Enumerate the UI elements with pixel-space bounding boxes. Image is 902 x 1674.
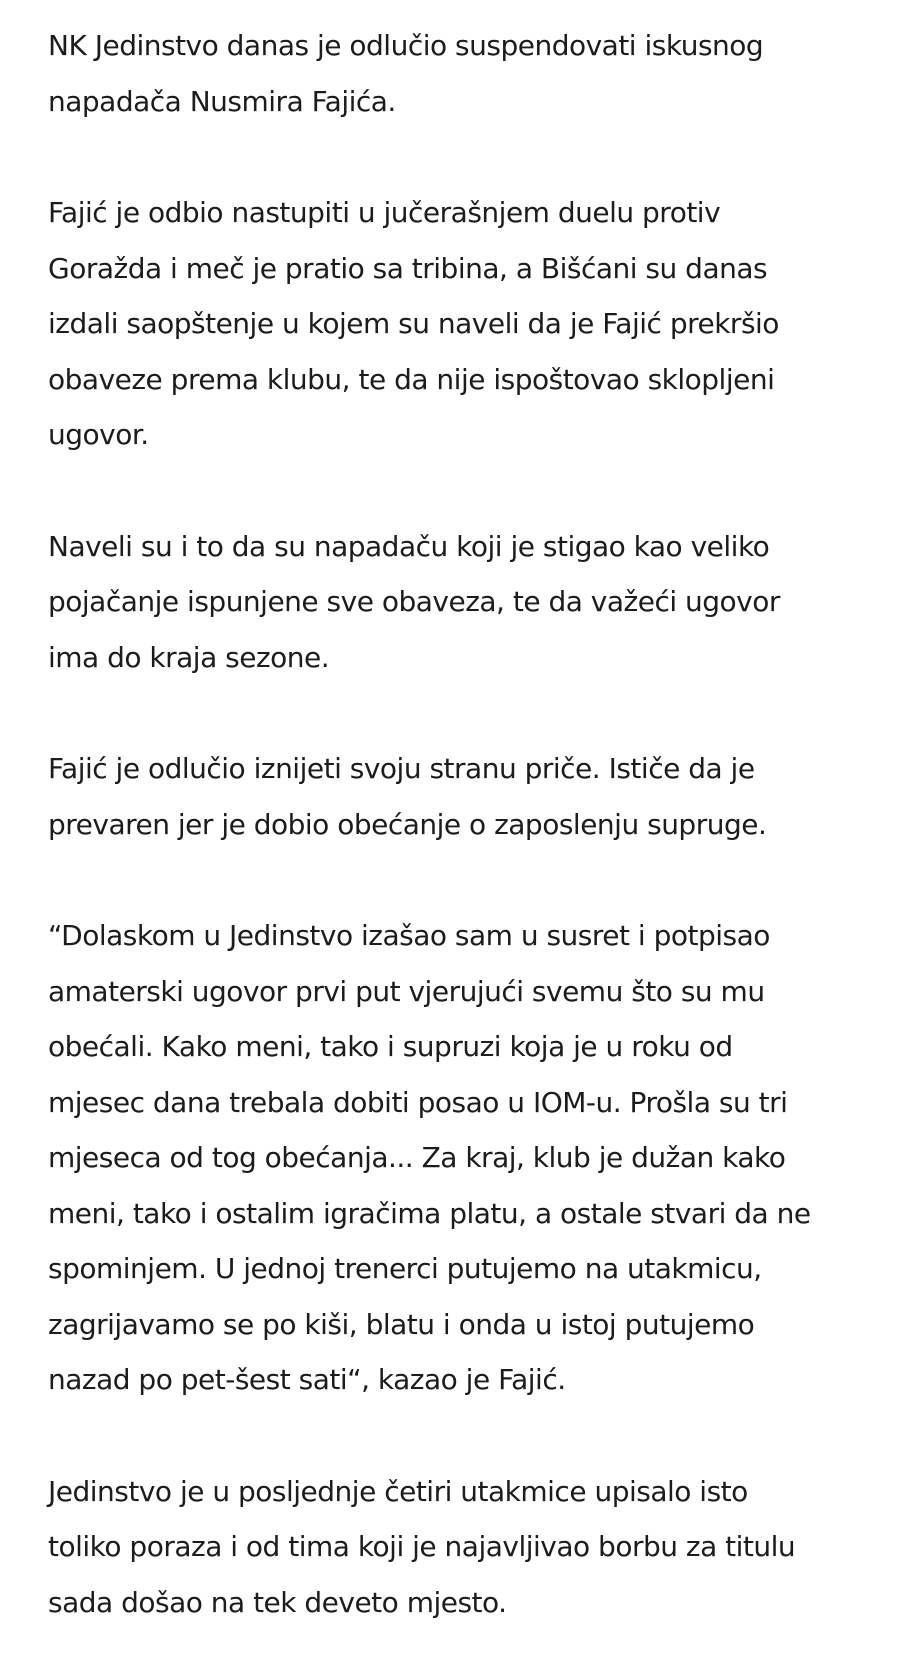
paragraph-line: zagrijavamo se po kiši, blatu i onda u istoj putujemo [48, 1307, 755, 1341]
paragraph-3 [48, 519, 868, 686]
paragraph-line: obećali. Kako meni, tako i supruzi koja je u roku od [48, 1030, 733, 1063]
paragraph-4 [48, 741, 868, 852]
paragraph-line: Naveli su i to da su napadaču koji je stigao kao veliko [48, 529, 770, 563]
paragraph-line: ugovor. [48, 418, 149, 451]
paragraph-line: izdali saopštenje u kojem su naveli da je Fajić prekršio [48, 307, 779, 340]
article-body [48, 18, 868, 1630]
paragraph-line: mjeseca od tog obećanja... Za kraj, klub je dužan kako [48, 1141, 786, 1174]
paragraph-line: Jedinstvo je u posljednje četiri utakmice upisalo isto [48, 1474, 748, 1508]
paragraph-line: meni, tako i ostalim igračima platu, a ostale stvari da ne [48, 1196, 811, 1230]
paragraph-line: mjesec dana trebala dobiti posao u IOM-u. Prošla su tri [48, 1085, 788, 1119]
paragraph-line: “Dolaskom u Jedinstvo izašao sam u susret i potpisao [48, 919, 770, 952]
paragraph-line: spominjem. U jednoj trenerci putujemo na utakmicu, [48, 1252, 762, 1285]
paragraph-line: Fajić je odlučio iznijeti svoju stranu priče. Ističe da je [48, 752, 755, 785]
paragraph-line: ima do kraja sezone. [48, 640, 330, 674]
paragraph-2 [48, 185, 868, 463]
paragraph-1 [48, 18, 868, 129]
paragraph-5-quote [48, 908, 868, 1408]
paragraph-6 [48, 1464, 868, 1631]
paragraph-line: toliko poraza i od tima koji je najavljivao borbu za titulu [48, 1530, 796, 1563]
paragraph-line: pojačanje ispunjene sve obaveza, te da važeći ugovor [48, 585, 780, 618]
paragraph-line: nazad po pet-šest sati“, kazao je Fajić. [48, 1363, 566, 1396]
paragraph-line: NK Jedinstvo danas je odlučio suspendovati iskusnog [48, 29, 764, 62]
paragraph-line: sada došao na tek deveto mjesto. [48, 1585, 507, 1619]
paragraph-line: Goražda i meč je pratio sa tribina, a Bišćani su danas [48, 251, 768, 285]
paragraph-line: prevaren jer je dobio obećanje o zaposlenju supruge. [48, 807, 767, 841]
paragraph-line: amaterski ugovor prvi put vjerujući svemu što su mu [48, 974, 765, 1008]
paragraph-line: napadača Nusmira Fajića. [48, 84, 396, 118]
paragraph-line: obaveze prema klubu, te da nije ispoštovao sklopljeni [48, 362, 775, 396]
paragraph-line: Fajić je odbio nastupiti u jučerašnjem duelu protiv [48, 196, 721, 229]
